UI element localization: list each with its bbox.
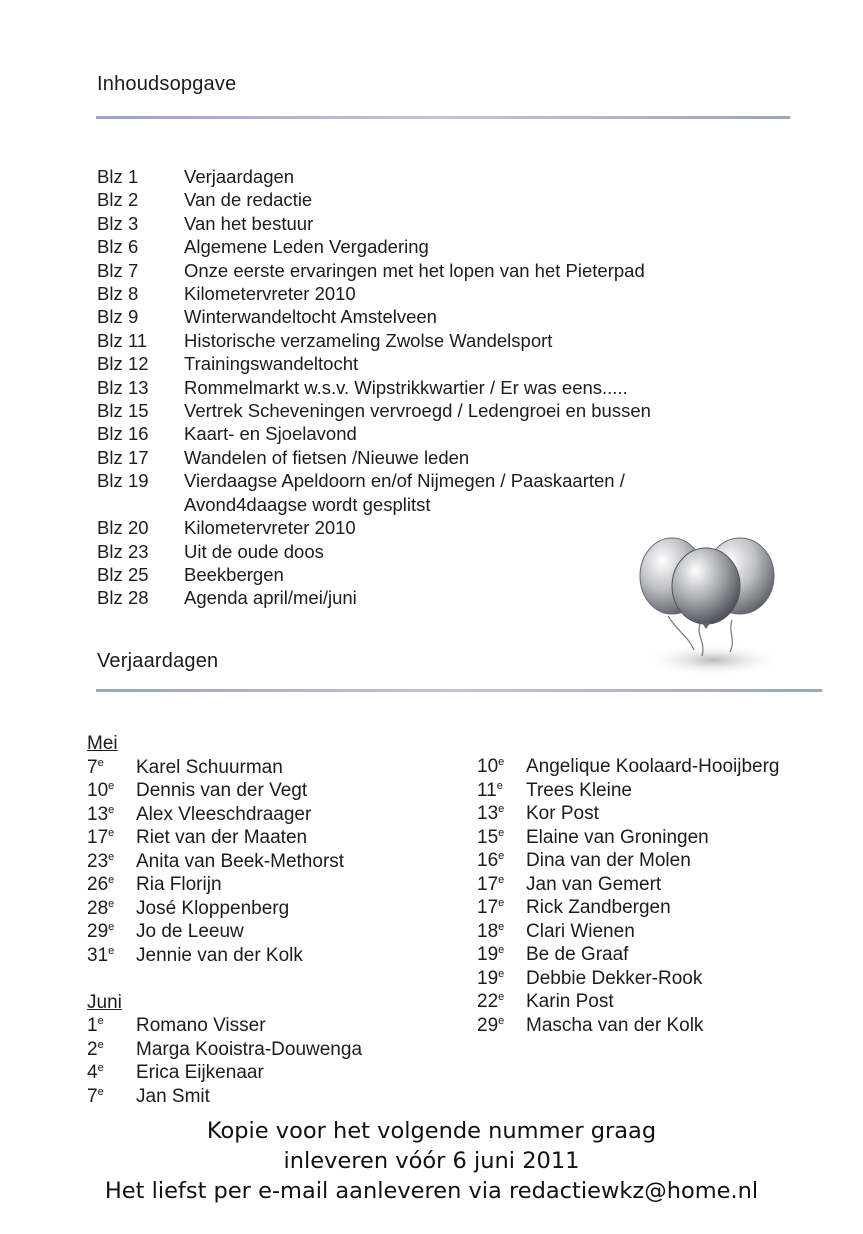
birthday-row [477, 896, 780, 920]
day-number: 29 [477, 1014, 499, 1036]
birthday-day [87, 779, 136, 803]
toc-title: Verjaardagen [184, 166, 295, 187]
toc-entry [97, 352, 724, 375]
ordinal-suffix: e [498, 756, 505, 768]
day-number: 23 [87, 850, 109, 872]
birthday-day [87, 1061, 136, 1085]
ordinal-suffix: e [498, 920, 505, 933]
toc-title: Historische verzameling Zwolse Wandelsport [184, 329, 553, 351]
toc-page-number: 3 [128, 212, 139, 234]
day-number: 19 [477, 944, 499, 965]
birthday-name: Anita van Beek-Methorst [136, 850, 345, 872]
toc-title: Kilometervreter 2010 [184, 517, 356, 539]
toc-title: Winterwandeltocht Amstelveen [184, 306, 437, 328]
toc-prefix: Blz [97, 259, 123, 281]
birthday-row [87, 897, 362, 921]
toc-title: Trainingswandeltocht [184, 353, 359, 375]
birthday-row [87, 920, 362, 944]
toc-page-number: 23 [128, 540, 149, 562]
toc-title: Onze eerste ervaringen met het lopen van het Pieterpad [184, 259, 645, 281]
birthday-name: Be de Graaf [526, 944, 629, 965]
birthday-row [477, 826, 780, 850]
toc-title: Kilometervreter 2010 [184, 283, 356, 305]
birthday-row [87, 1085, 362, 1109]
birthday-day [477, 849, 526, 873]
birthday-row [477, 802, 780, 826]
birthdays-right-column [477, 755, 780, 1037]
month-label-juni: Juni [87, 991, 122, 1013]
toc-prefix: Blz [97, 587, 123, 609]
birthdays-left-column [87, 732, 362, 1108]
day-number: 13 [477, 803, 499, 824]
birthday-day [477, 1014, 526, 1038]
day-number: 13 [87, 803, 109, 825]
birthday-row [477, 920, 780, 944]
birthday-day [87, 873, 136, 897]
birthday-day [87, 944, 136, 968]
birthday-row [87, 803, 362, 827]
toc-entry [97, 305, 724, 328]
toc-page-number: 6 [128, 236, 139, 258]
ordinal-suffix: e [97, 1038, 104, 1051]
day-number: 18 [477, 920, 499, 942]
birthday-name: Romano Visser [136, 1015, 266, 1036]
toc-title: Agenda april/mei/juni [184, 587, 357, 609]
toc-title: Rommelmarkt w.s.v. Wipstrikkwartier / Er was eens..... [184, 376, 628, 398]
birthday-row [87, 850, 362, 874]
birthday-day [87, 756, 136, 780]
toc-page-number: 8 [128, 283, 139, 305]
birthday-name: Debbie Dekker-Rook [526, 967, 703, 989]
day-number: 15 [477, 826, 499, 848]
ordinal-suffix: e [108, 921, 115, 933]
birthday-name: Karin Post [526, 991, 614, 1012]
ordinal-suffix: e [498, 967, 505, 980]
day-number: 11 [477, 779, 497, 801]
day-number: 1 [87, 1015, 98, 1036]
ordinal-suffix: e [498, 1014, 505, 1027]
month-label-mei: Mei [87, 733, 118, 754]
birthday-name: Jan van Gemert [526, 873, 662, 895]
submission-notice [0, 1116, 863, 1206]
birthday-day [87, 1038, 136, 1062]
toc-title: Beekbergen [184, 563, 284, 585]
toc-title: Algemene Leden Vergadering [184, 236, 429, 258]
toc-title: Wandelen of fietsen /Nieuwe leden [184, 446, 470, 468]
ordinal-suffix: e [498, 826, 505, 839]
birthday-row [87, 1061, 362, 1085]
birthday-row [477, 779, 780, 803]
toc-entry [97, 282, 724, 305]
toc-entry [97, 446, 724, 469]
toc-prefix: Blz [97, 353, 123, 375]
birthday-name: Angelique Koolaard-Hooijberg [526, 756, 780, 777]
birthday-row [87, 779, 362, 803]
ordinal-suffix: e [498, 897, 505, 909]
notice-line-1: Kopie voor het volgende nummer graag [206, 1118, 657, 1144]
birthday-name: Mascha van der Kolk [526, 1014, 704, 1036]
birthday-name: Erica Eijkenaar [136, 1062, 264, 1083]
ordinal-suffix: e [97, 1015, 104, 1027]
toc-entry-continuation [97, 493, 724, 516]
toc-page-number: 28 [128, 587, 149, 609]
ordinal-suffix: e [496, 779, 503, 792]
day-number: 17 [87, 827, 109, 848]
birthday-name: José Kloppenberg [136, 897, 290, 919]
birthdays-divider [96, 689, 822, 692]
toc-page-number: 1 [128, 166, 139, 187]
birthday-day [477, 967, 526, 991]
notice-line-3: Het liefst per e-mail aanleveren via redactiewkz@home.nl [104, 1178, 759, 1204]
birthday-row [87, 826, 362, 850]
birthday-row [87, 1014, 362, 1038]
birthday-day [87, 803, 136, 827]
notice-line-2: inleveren vóór 6 juni 2011 [283, 1148, 580, 1174]
birthday-day [87, 1014, 136, 1038]
birthday-row [477, 1014, 780, 1038]
toc-prefix: Blz [97, 189, 123, 211]
birthday-day [477, 779, 526, 803]
birthday-day [87, 850, 136, 874]
ordinal-suffix: e [498, 944, 505, 956]
birthday-row [477, 849, 780, 873]
birthday-day [477, 755, 526, 779]
toc-entry [97, 235, 724, 258]
toc-title: Avond4daagse wordt gesplitst [184, 493, 431, 515]
day-number: 16 [477, 850, 499, 871]
toc-entry [97, 376, 724, 399]
ordinal-suffix: e [108, 803, 115, 816]
day-number: 22 [477, 991, 499, 1012]
ordinal-suffix: e [97, 1085, 104, 1098]
birthday-name: Karel Schuurman [136, 756, 283, 778]
birthday-name: Trees Kleine [526, 779, 632, 801]
toc-page-number: 20 [128, 517, 149, 539]
ordinal-suffix: e [498, 803, 505, 815]
ordinal-suffix: e [498, 991, 505, 1003]
toc-title: Kaart- en Sjoelavond [184, 423, 357, 445]
toc-heading: Inhoudsopgave [97, 73, 237, 95]
day-number: 31 [87, 944, 109, 966]
toc-prefix: Blz [97, 540, 123, 562]
birthday-row [87, 873, 362, 897]
toc-prefix: Blz [97, 306, 123, 328]
ordinal-suffix: e [108, 780, 115, 792]
birthday-day [87, 826, 136, 850]
toc-prefix: Blz [97, 563, 123, 585]
day-number: 4 [87, 1062, 98, 1083]
birthday-name: Rick Zandbergen [526, 897, 671, 918]
toc-entry [97, 399, 724, 422]
birthday-day [477, 943, 526, 967]
birthday-name: Kor Post [526, 803, 599, 824]
birthday-day [477, 920, 526, 944]
toc-page-number: 13 [128, 376, 149, 398]
toc-divider [96, 116, 790, 119]
birthday-day [477, 873, 526, 897]
toc-page-number: 2 [128, 189, 139, 211]
toc-prefix: Blz [97, 517, 123, 539]
birthday-day [477, 990, 526, 1014]
toc-entry [97, 422, 724, 445]
day-number: 17 [477, 873, 499, 895]
birthday-name: Riet van der Maaten [136, 827, 308, 848]
toc-page-number: 7 [128, 259, 139, 281]
birthday-row [477, 990, 780, 1014]
day-number: 19 [477, 967, 499, 989]
birthday-name: Jo de Leeuw [136, 921, 244, 942]
toc-page-number: 11 [128, 329, 148, 351]
birthday-name: Clari Wienen [526, 920, 635, 942]
toc-page-number: 15 [128, 400, 149, 422]
toc-prefix: Blz [97, 446, 123, 468]
toc-entry [97, 329, 724, 352]
toc-title: Vierdaagse Apeldoorn en/of Nijmegen / Paaskaarten / [184, 470, 625, 492]
day-number: 29 [87, 921, 109, 942]
toc-page-number: 9 [128, 306, 139, 328]
day-number: 10 [477, 756, 499, 777]
toc-entry [97, 165, 724, 188]
toc-entry [97, 469, 724, 492]
balloons-icon [628, 532, 788, 682]
birthday-name: Jennie van der Kolk [136, 944, 303, 966]
toc-prefix: Blz [97, 236, 123, 258]
toc-prefix: Blz [97, 329, 123, 351]
toc-page-number: 19 [128, 470, 149, 492]
toc-prefix: Blz [97, 212, 123, 234]
birthday-row [87, 1038, 362, 1062]
toc-prefix: Blz [97, 423, 123, 445]
toc-prefix: Blz [97, 400, 123, 422]
toc-page-number: 12 [128, 353, 149, 375]
toc-prefix: Blz [97, 166, 123, 187]
birthday-day [477, 826, 526, 850]
birthday-row [477, 967, 780, 991]
birthday-name: Marga Kooistra-Douwenga [136, 1038, 363, 1060]
birthday-row [477, 943, 780, 967]
birthday-row [477, 755, 780, 779]
toc-entry [97, 188, 724, 211]
birthday-day [477, 896, 526, 920]
toc-prefix: Blz [97, 376, 123, 398]
birthday-name: Alex Vleeschdraager [136, 803, 312, 825]
toc-page-number: 25 [128, 563, 149, 585]
toc-title: Vertrek Scheveningen vervroegd / Ledengroei en bussen [184, 400, 651, 422]
birthday-name: Dennis van der Vegt [136, 780, 308, 801]
ordinal-suffix: e [97, 1062, 104, 1074]
ordinal-suffix: e [108, 874, 115, 886]
birthday-row [87, 756, 362, 780]
toc-prefix: Blz [97, 470, 123, 492]
toc-entry [97, 259, 724, 282]
birthday-name: Dina van der Molen [526, 850, 691, 871]
day-number: 2 [87, 1038, 98, 1060]
ordinal-suffix: e [108, 850, 115, 863]
toc-title: Uit de oude doos [184, 540, 324, 562]
ordinal-suffix: e [498, 873, 505, 886]
toc-page-number: 17 [128, 446, 149, 468]
birthday-row [477, 873, 780, 897]
day-number: 17 [477, 897, 499, 918]
day-number: 10 [87, 780, 109, 801]
toc-title: Van de redactie [184, 189, 313, 211]
day-number: 7 [87, 1085, 98, 1107]
toc-prefix: Blz [97, 283, 123, 305]
birthday-day [87, 897, 136, 921]
birthday-day [87, 920, 136, 944]
ordinal-suffix: e [108, 944, 115, 957]
day-number: 7 [87, 756, 98, 778]
ordinal-suffix: e [108, 897, 115, 910]
birthday-name: Ria Florijn [136, 874, 222, 895]
toc-entry [97, 212, 724, 235]
day-number: 28 [87, 897, 109, 919]
birthdays-heading: Verjaardagen [97, 650, 219, 672]
birthday-day [477, 802, 526, 826]
birthday-day [87, 1085, 136, 1109]
toc-title: Van het bestuur [184, 212, 314, 234]
toc-page-number: 16 [128, 423, 149, 445]
day-number: 26 [87, 874, 109, 895]
birthday-name: Jan Smit [136, 1085, 210, 1107]
ordinal-suffix: e [97, 756, 104, 769]
ordinal-suffix: e [498, 850, 505, 862]
ordinal-suffix: e [108, 827, 115, 839]
birthday-row [87, 944, 362, 968]
birthday-name: Elaine van Groningen [526, 826, 709, 848]
